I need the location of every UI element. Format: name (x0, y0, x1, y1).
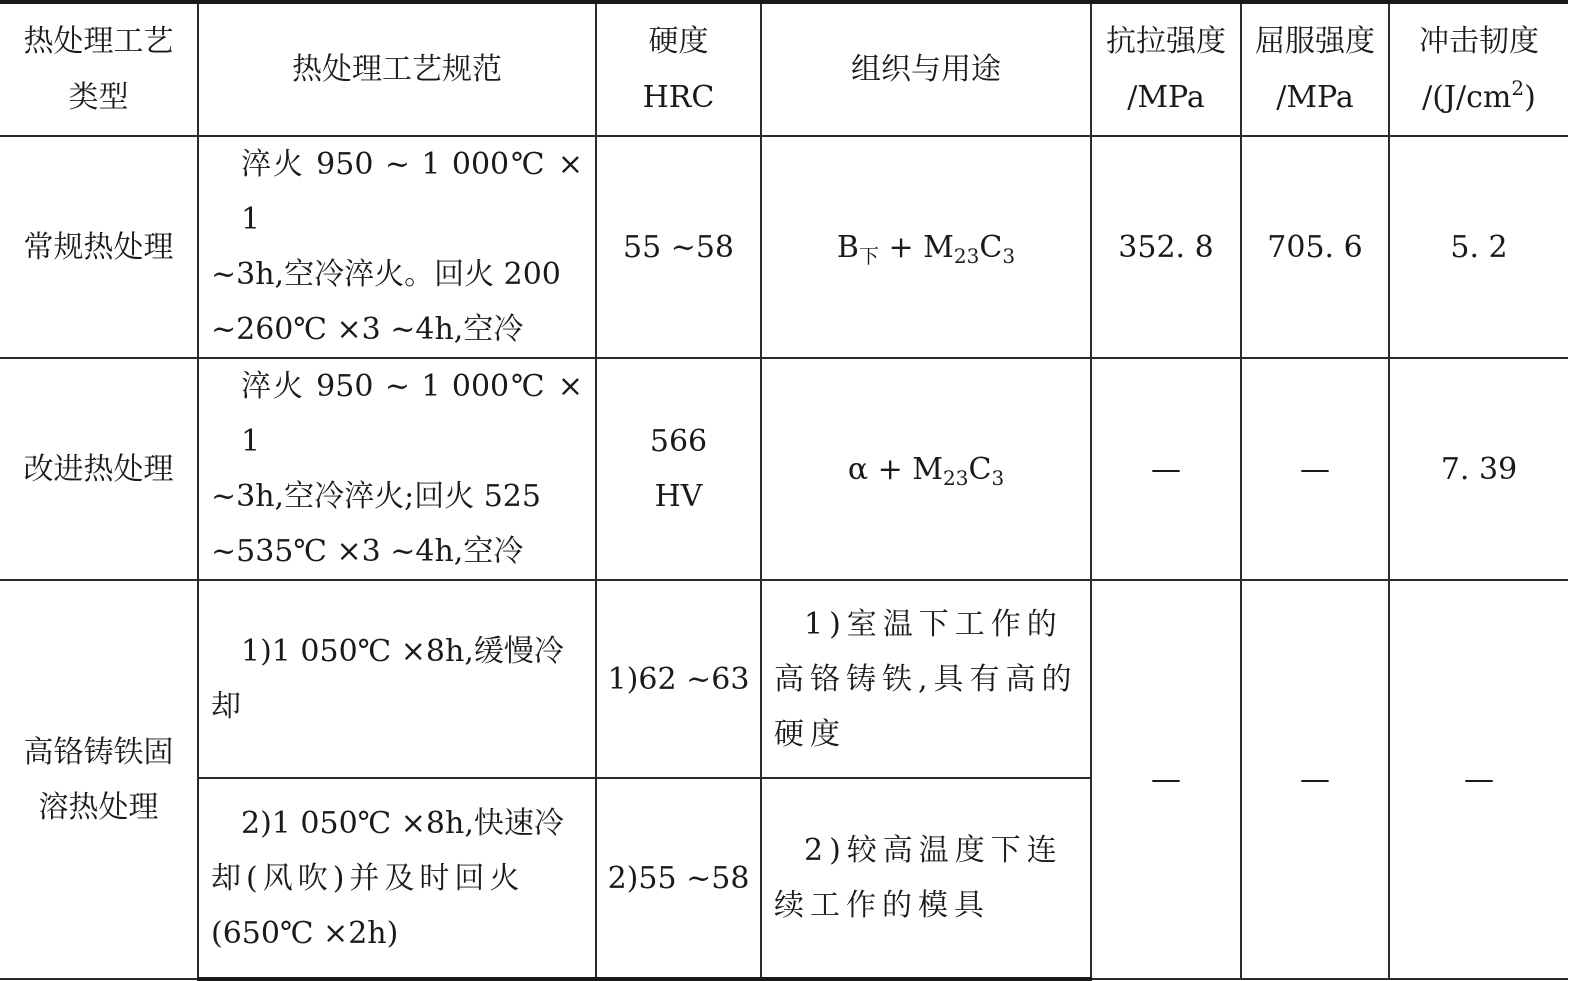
row2-hardness (596, 358, 761, 580)
row1-hardness: 55 ~58 (596, 136, 761, 358)
row1-tensile: 352. 8 (1091, 136, 1241, 358)
row3a-use-line3: 硬度 (774, 716, 846, 752)
header-type-line2: 类型 (68, 79, 129, 115)
row1-spec-line1: 淬火 950 ~ 1 000℃ × 1 (241, 147, 583, 237)
row3a-use-line2: 高铬铸铁,具有高的 (774, 661, 1078, 697)
row3b-spec-line1: 2)1 050℃ ×8h,快速冷 (241, 805, 564, 841)
row1-structure-carbide-sub: 23 (953, 243, 980, 268)
row3b-spec-line2: 却(风吹)并及时回火 (211, 860, 525, 896)
row2-structure-phase: α + M (847, 451, 944, 487)
header-yield-line1: 屈服强度 (1255, 23, 1375, 59)
table-row (0, 580, 1568, 778)
header-impact-unit-close: ) (1524, 79, 1536, 115)
row3a-use-line1: 1)室温下工作的 (804, 606, 1063, 642)
row2-spec-line1: 淬火 950 ~ 1 000℃ × 1 (241, 369, 583, 459)
row3a-spec (198, 580, 596, 778)
row3-type-line2: 溶热处理 (38, 789, 159, 825)
header-structure-use: 组织与用途 (761, 2, 1091, 136)
row3b-use (761, 778, 1091, 979)
header-type-line1: 热处理工艺 (23, 23, 174, 59)
row3b-spec-line3: (650℃ ×2h) (211, 915, 399, 951)
row1-type: 常规热处理 (0, 136, 198, 358)
header-yield (1241, 2, 1389, 136)
row3-yield: — (1241, 580, 1389, 979)
row2-spec-line3: ~535℃ ×3 ~4h,空冷 (211, 534, 524, 569)
row1-yield: 705. 6 (1241, 136, 1389, 358)
row1-structure-carbide: + M (878, 229, 954, 265)
row1-spec (198, 136, 596, 358)
row3-tensile: — (1091, 580, 1241, 979)
table-header-row (0, 2, 1568, 136)
row2-yield: — (1241, 358, 1389, 580)
row2-structure-c: C (968, 451, 992, 487)
row3b-use-line1: 2)较高温度下连 (804, 833, 1063, 868)
row3b-spec (198, 778, 596, 979)
row2-spec (198, 358, 596, 580)
row1-spec-line2: ~3h,空冷淬火。回火 200 (211, 257, 561, 292)
row2-type: 改进热处理 (0, 358, 198, 580)
row1-structure-c-sub: 3 (1002, 243, 1016, 268)
table-row (0, 136, 1568, 358)
row3a-use (761, 580, 1091, 778)
row2-spec-line2: ~3h,空冷淬火;回火 525 (211, 479, 541, 514)
row2-structure-c-sub: 3 (991, 465, 1005, 490)
row2-structure (761, 358, 1091, 580)
row3-impact: — (1389, 580, 1568, 979)
header-impact-unit-exp: 2 (1511, 75, 1525, 100)
header-impact (1389, 2, 1568, 136)
row2-tensile: — (1091, 358, 1241, 580)
header-hardness (596, 2, 761, 136)
row2-hardness-line1: 566 (649, 424, 708, 459)
row3b-hardness: 2)55 ~58 (596, 778, 761, 979)
header-tensile-line1: 抗拉强度 (1106, 23, 1226, 59)
row1-structure-c: C (979, 229, 1003, 265)
row1-structure-phase: B (836, 229, 859, 265)
header-spec: 热处理工艺规范 (198, 2, 596, 136)
header-type (0, 2, 198, 136)
header-yield-line2: /MPa (1276, 79, 1354, 115)
row1-structure (761, 136, 1091, 358)
header-tensile-line2: /MPa (1127, 79, 1205, 115)
row3a-hardness: 1)62 ~63 (596, 580, 761, 778)
row3a-spec-line1: 1)1 050℃ ×8h,缓慢冷 (241, 634, 564, 669)
header-impact-line2 (1400, 70, 1558, 126)
row3a-spec-line2: 却 (211, 689, 241, 724)
row3-type-line1: 高铬铸铁固 (23, 734, 174, 770)
row3-type (0, 580, 198, 979)
row2-impact: 7. 39 (1389, 358, 1568, 580)
table-row (0, 358, 1568, 580)
header-hardness-line2: HRC (642, 79, 715, 115)
row1-spec-line3: ~260℃ ×3 ~4h,空冷 (211, 312, 524, 347)
row2-structure-carbide-sub: 23 (943, 465, 969, 490)
header-impact-line1: 冲击韧度 (1419, 23, 1539, 59)
row2-hardness-line2: HV (654, 479, 703, 514)
header-hardness-line1: 硬度 (648, 23, 709, 59)
row1-impact: 5. 2 (1389, 136, 1568, 358)
row1-structure-phase-sub: 下 (858, 243, 879, 268)
header-tensile (1091, 2, 1241, 136)
header-impact-unit: /(J/cm (1422, 79, 1512, 115)
row3b-use-line2: 续工作的模具 (774, 888, 990, 923)
